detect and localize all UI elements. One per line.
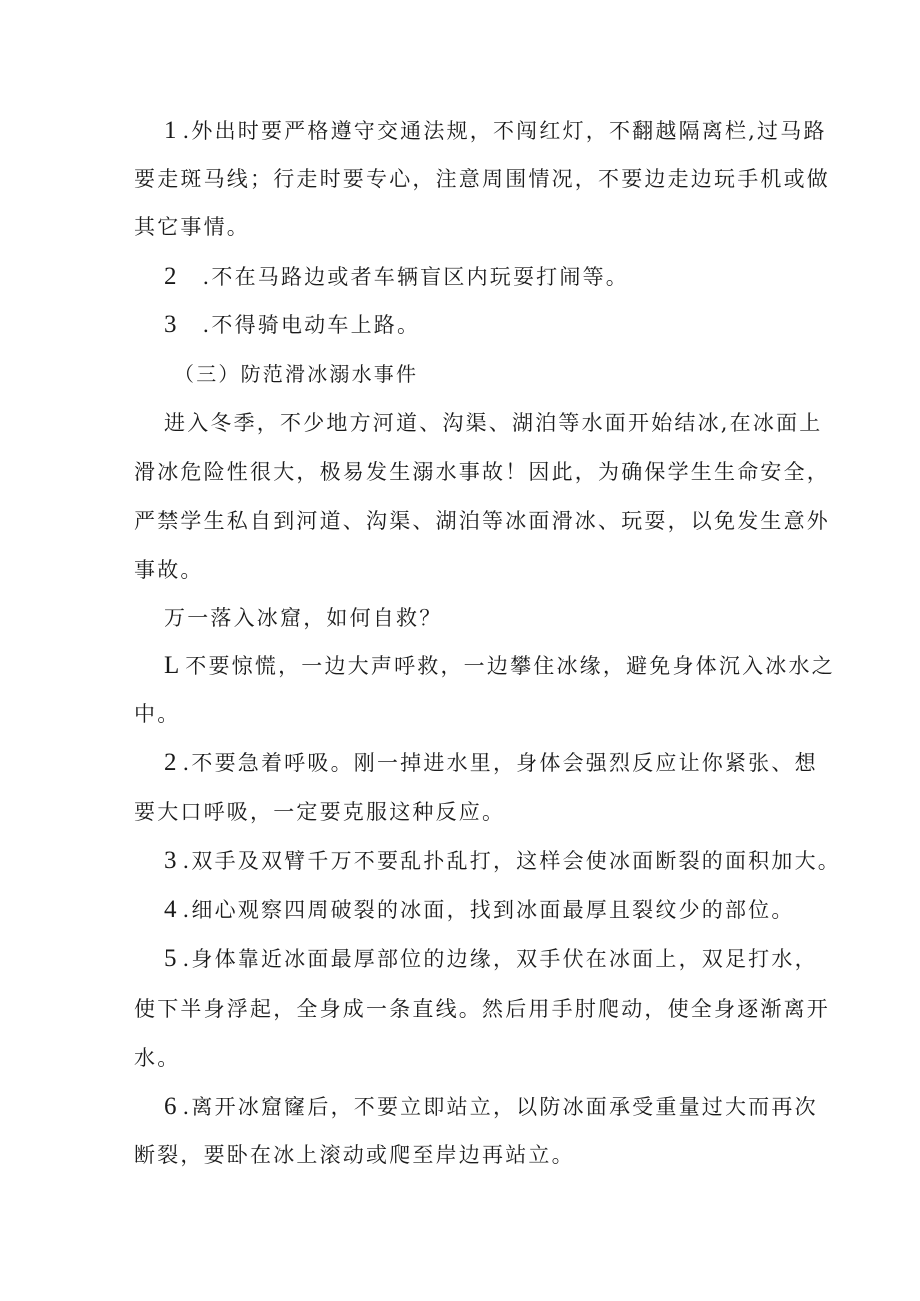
- section-heading: [174, 361, 418, 387]
- paragraph-line: [164, 118, 827, 144]
- item-number: 2: [164, 749, 177, 776]
- paragraph-line: [134, 508, 830, 534]
- line-text: 进入冬季，不少地方河道、沟渠、湖泊等水面开始结冰,在冰面上: [164, 411, 823, 435]
- line-text: 滑冰危险性很大，极易发生溺水事故！因此，为确保学生生命安全，: [134, 460, 830, 484]
- line-text: 中。: [134, 702, 181, 726]
- line-text: 要走斑马线；行走时要专心，注意周围情况，不要边走边玩手机或做: [134, 167, 830, 191]
- line-text: 严禁学生私自到河道、沟渠、湖泊等冰面滑冰、玩耍，以免发生意外: [134, 509, 830, 533]
- paragraph-line: [134, 557, 204, 583]
- paragraph-line: [134, 166, 830, 192]
- heading-text: （三）防范滑冰溺水事件: [174, 362, 419, 386]
- item-number: 4: [164, 896, 177, 923]
- paragraph-line: [134, 1142, 575, 1168]
- line-text: 使下半身浮起，全身成一条直线。然后用手肘爬动，使全身逐渐离开: [134, 997, 830, 1021]
- line-text: .不要急着呼吸。刚一掉进水里，身体会强烈反应让你紧张、想: [182, 751, 818, 775]
- paragraph-line: [164, 848, 841, 874]
- line-text: 水。: [134, 1046, 181, 1070]
- item-number: 1: [164, 117, 177, 144]
- paragraph-line: [134, 996, 830, 1022]
- line-text: .双手及双臂千万不要乱扑乱打，这样会使冰面断裂的面积加大。: [182, 849, 841, 873]
- paragraph-line: [164, 750, 818, 776]
- line-text: 事故。: [134, 558, 204, 582]
- paragraph-line: [164, 312, 420, 338]
- line-text: 其它事情。: [134, 215, 250, 239]
- paragraph-line: [164, 410, 822, 436]
- item-number: L: [164, 652, 180, 679]
- paragraph-line: [134, 701, 180, 727]
- line-text: .不在马路边或者车辆盲区内玩耍打闹等。: [202, 265, 629, 289]
- line-text: .离开冰窟窿后，不要立即站立，以防冰面承受重量过大而再次: [182, 1095, 818, 1119]
- paragraph-line: [134, 1045, 180, 1071]
- paragraph-line: [134, 214, 250, 240]
- line-text: 要大口呼吸，一定要克服这种反应。: [134, 800, 506, 824]
- line-text: .细心观察四周破裂的冰面，找到冰面最厚且裂纹少的部位。: [182, 898, 795, 922]
- paragraph-line: [164, 605, 442, 631]
- paragraph-line: [164, 1094, 818, 1120]
- paragraph-line: [134, 799, 505, 825]
- line-text: .身体靠近冰面最厚部位的边缘，双手伏在冰面上，双足打水，: [182, 947, 818, 971]
- paragraph-line: [164, 897, 795, 923]
- item-number: 3: [164, 847, 177, 874]
- line-text: .外出时要严格遵守交通法规，不闯红灯，不翻越隔离栏,过马路: [182, 119, 827, 143]
- paragraph-line: [134, 459, 830, 485]
- line-text: .不得骑电动车上路。: [202, 313, 421, 337]
- item-number: 3: [164, 311, 177, 338]
- paragraph-line: [164, 653, 835, 679]
- paragraph-line: [164, 264, 629, 290]
- item-number: 5: [164, 945, 177, 972]
- line-text: 断裂，要卧在冰上滚动或爬至岸边再站立。: [134, 1143, 575, 1167]
- paragraph-line: [164, 946, 818, 972]
- item-number: 6: [164, 1093, 177, 1120]
- line-text: 不要惊慌，一边大声呼救，一边攀住冰缘，避免身体沉入冰水之: [185, 654, 835, 678]
- line-text: 万一落入冰窟，如何自救？: [164, 606, 443, 630]
- item-number: 2: [164, 263, 177, 290]
